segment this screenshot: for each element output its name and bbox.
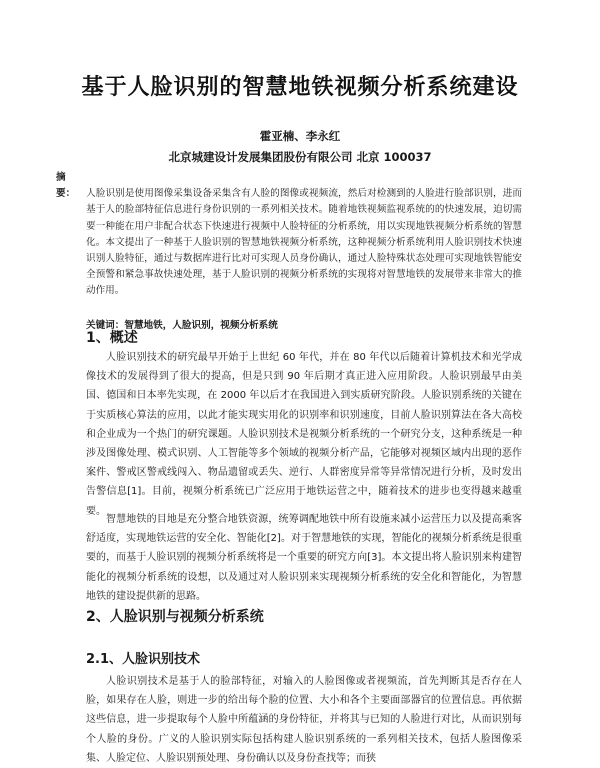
section-1-heading: 1、概述 <box>86 330 138 346</box>
section-1-paragraph-2: 智慧地铁的目地是充分整合地铁资源，统筹调配地铁中所有设施来减小运营压力以及提高乘客舒适度，实现地铁运营的安全化、智能化[2]。对于智慧地铁的实现，智能化的视频分析系统是很重要的，而基于人脸识别的视频分析系统将是一个重要的研究方向[3]。本文提出将人脸识别来构建智能化的视频分析系统的设想，以及通过对人脸识别来实现视频分析系统的安全化和智能化，为智慧地铁的建设提供新的思路。 <box>86 514 522 602</box>
paper-title: 基于人脸识别的智慧地铁视频分析系统建设 <box>81 75 519 100</box>
abstract-label: 摘 要： <box>56 172 76 200</box>
section-1-paragraph-1: 人脸识别技术的研究最早开始于上世纪 60 年代，并在 80 年代以后随着计算机技术和光学成像技术的发展得到了很大的提高，但是只到 90 年后期才真正进入应用阶段。人脸识别最早由美国、德国和日本率先实现，在 2000 年以后才在我国进入到实质研究阶段。人脸识别系统的关键在于实质核心算法的应用，以此才能实现实用化的识别率和识别速度，目前人脸识别算法在各大高校和企业成为一个热门的研究课题。人脸识别技术是视频分析系统的一个研究分支，这种系统是一种涉及图像处理、模式识别、人工智能等多个领域的视频分析产品，它能够对视频区域内出现的恶作案件、警戒区警戒线闯入、物品遗留或丢失、逆行、人群密度异常等异常情况进行分析，及时发出告警信息[1]。目前，视频分析系统已广泛应用于地铁运营之中，随着技术的进步也变得越来越重要。 <box>86 352 522 517</box>
section-2-1-heading: 2.1、人脸识别技术 <box>86 652 201 667</box>
section-2-heading: 2、人脸识别与视频分析系统 <box>86 609 264 625</box>
authors: 霍亚楠、李永红 <box>259 129 341 143</box>
section-2-1-paragraph-1: 人脸识别技术是基于人的脸部特征，对输入的人脸图像或者视频流，首先判断其是否存在人脸，如果存在人脸，则进一步的给出每个脸的位置、大小和各个主要面部器官的位置信息。再依据这些信息，进一步提取每个人脸中所蕴涵的身份特征，并将其与已知的人脸进行对比，从而识别每个人脸的身份。广义的人脸识别实际包括构建人脸识别系统的一系列相关技术，包括人脸图像采集、人脸定位、人脸识别预处理、身份确认以及身份查找等；而狭 <box>86 676 522 764</box>
abstract-text: 人脸识别是使用图像采集设备采集含有人脸的图像或视频流，然后对检测到的人脸进行脸部识别，进而基于人的脸部特征信息进行身份识别的一系列相关技术。随着地铁视频监视系统的的快速发展，迫切需要一种能在用户非配合状态下快速进行视频中人脸特征的分析系统，用以实现地铁视频分析系统的智慧化。本文提出了一种基于人脸识别的智慧地铁视频分析系统，这种视频分析系统利用人脸识别技术快速识别人脸特征，通过与数据库进行比对可实现人员身份确认，通过人脸特殊状态处理可实现地铁智能安全预警和紧急事故快速处理，基于人脸识别的视频分析系统的实现将对智慧地铁的发展带来非常大的推动作用。 <box>86 188 522 297</box>
affiliation: 北京城建设计发展集团股份有限公司 北京 100037 <box>168 150 432 164</box>
keywords: 关键词：智慧地铁，人脸识别，视频分析系统 <box>86 320 278 331</box>
abstract <box>56 170 522 300</box>
